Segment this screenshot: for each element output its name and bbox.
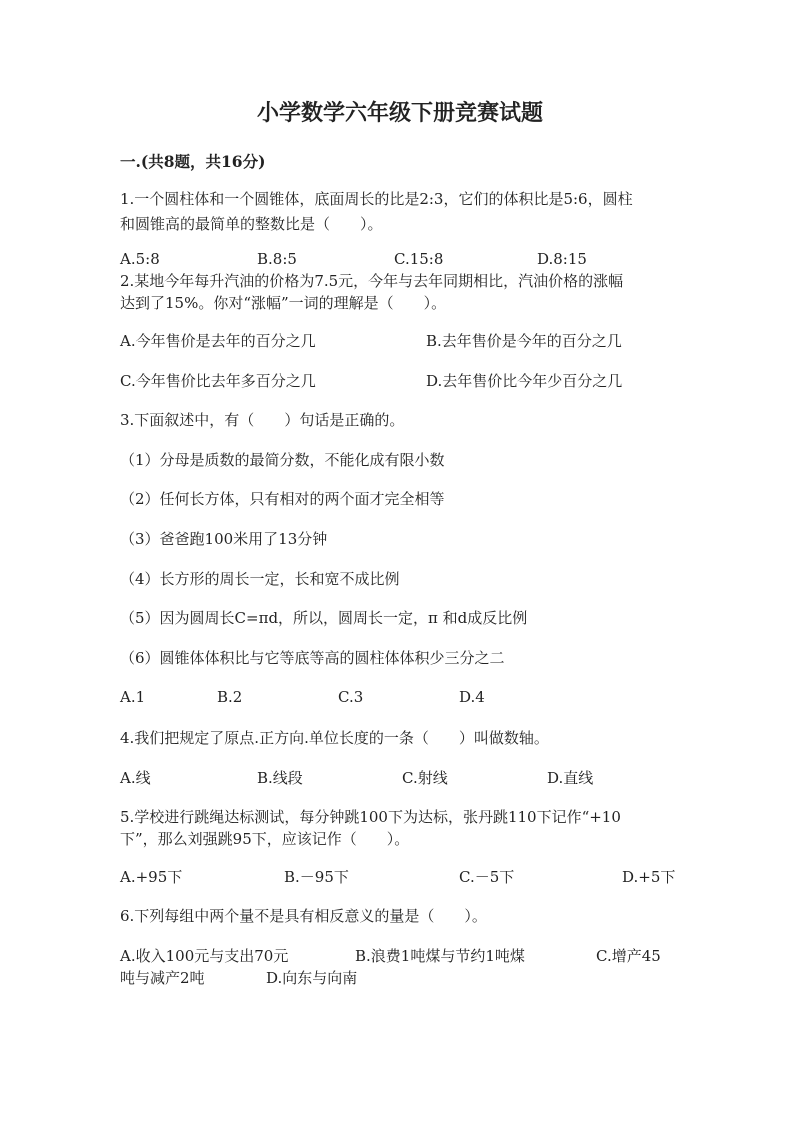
question-2-option-d: D.去年售价比今年少百分之几: [426, 372, 623, 390]
question-3-statement-2: （2）任何长方体，只有相对的两个面才完全相等: [120, 490, 445, 508]
question-5-stem-line-1: 5.学校进行跳绳达标测试，每分钟跳100下为达标，张丹跳110下记作“+10: [120, 808, 621, 826]
question-2-stem-line-2: 达到了15%。你对“涨幅”一词的理解是（ ）。: [120, 294, 447, 312]
question-4-option-b: B.线段: [257, 769, 303, 787]
question-5-stem-line-2: 下”，那么刘强跳95下，应该记作（ ）。: [120, 830, 410, 848]
question-3-option-c: C.3: [338, 688, 364, 706]
question-1-option-b: B.8:5: [257, 250, 297, 268]
question-3-stem: 3.下面叙述中，有（ ）句话是正确的。: [120, 411, 405, 429]
question-3-option-a: A.1: [120, 688, 146, 706]
question-2-option-b: B.去年售价是今年的百分之几: [426, 332, 622, 350]
question-6-option-c: C.增产45: [596, 947, 661, 965]
question-4-option-d: D.直线: [547, 769, 594, 787]
question-5-option-a: A.+95下: [120, 868, 183, 886]
question-6-option-a: A.收入100元与支出70元: [120, 947, 289, 965]
question-1-stem-line-2: 和圆锥高的最简单的整数比是（ ）。: [120, 215, 383, 233]
page-title: 小学数学六年级下册竞赛试题: [256, 100, 543, 126]
question-2-option-c: C.今年售价比去年多百分之几: [120, 372, 316, 390]
question-1-option-c: C.15:8: [394, 250, 444, 268]
question-3-option-b: B.2: [217, 688, 243, 706]
question-1-option-a: A.5:8: [120, 250, 160, 268]
question-4-option-c: C.射线: [402, 769, 448, 787]
question-5-option-d: D.+5下: [622, 868, 676, 886]
question-3-statement-1: （1）分母是质数的最简分数，不能化成有限小数: [120, 451, 445, 469]
question-2-stem-line-1: 2.某地今年每升汽油的价格为7.5元，今年与去年同期相比，汽油价格的涨幅: [120, 272, 624, 290]
question-6-option-d: D.向东与向南: [266, 969, 358, 987]
question-6-stem: 6.下列每组中两个量不是具有相反意义的量是（ ）。: [120, 907, 487, 925]
question-6-option-b: B.浪费1吨煤与节约1吨煤: [355, 947, 525, 965]
question-3-statement-5: （5）因为圆周长C=πd，所以，圆周长一定，π 和d成反比例: [120, 609, 528, 627]
question-5-option-c: C.－5下: [459, 868, 515, 886]
question-3-statement-6: （6）圆锥体体积比与它等底等高的圆柱体体积少三分之二: [120, 649, 505, 667]
question-2-option-a: A.今年售价是去年的百分之几: [120, 332, 316, 350]
question-6-option-c-continued: 吨与减产2吨: [120, 969, 205, 987]
question-3-statement-4: （4）长方形的周长一定，长和宽不成比例: [120, 570, 400, 588]
question-4-stem: 4.我们把规定了原点.正方向.单位长度的一条（ ）叫做数轴。: [120, 729, 549, 747]
question-4-option-a: A.线: [120, 769, 151, 787]
section-header: 一.(共8题，共16分): [120, 152, 266, 171]
question-3-statement-3: （3）爸爸跑100米用了13分钟: [120, 530, 328, 548]
question-1-stem-line-1: 1.一个圆柱体和一个圆锥体，底面周长的比是2:3，它们的体积比是5:6，圆柱: [120, 190, 633, 208]
question-5-option-b: B.－95下: [284, 868, 349, 886]
question-1-option-d: D.8:15: [537, 250, 587, 268]
question-3-option-d: D.4: [459, 688, 485, 706]
